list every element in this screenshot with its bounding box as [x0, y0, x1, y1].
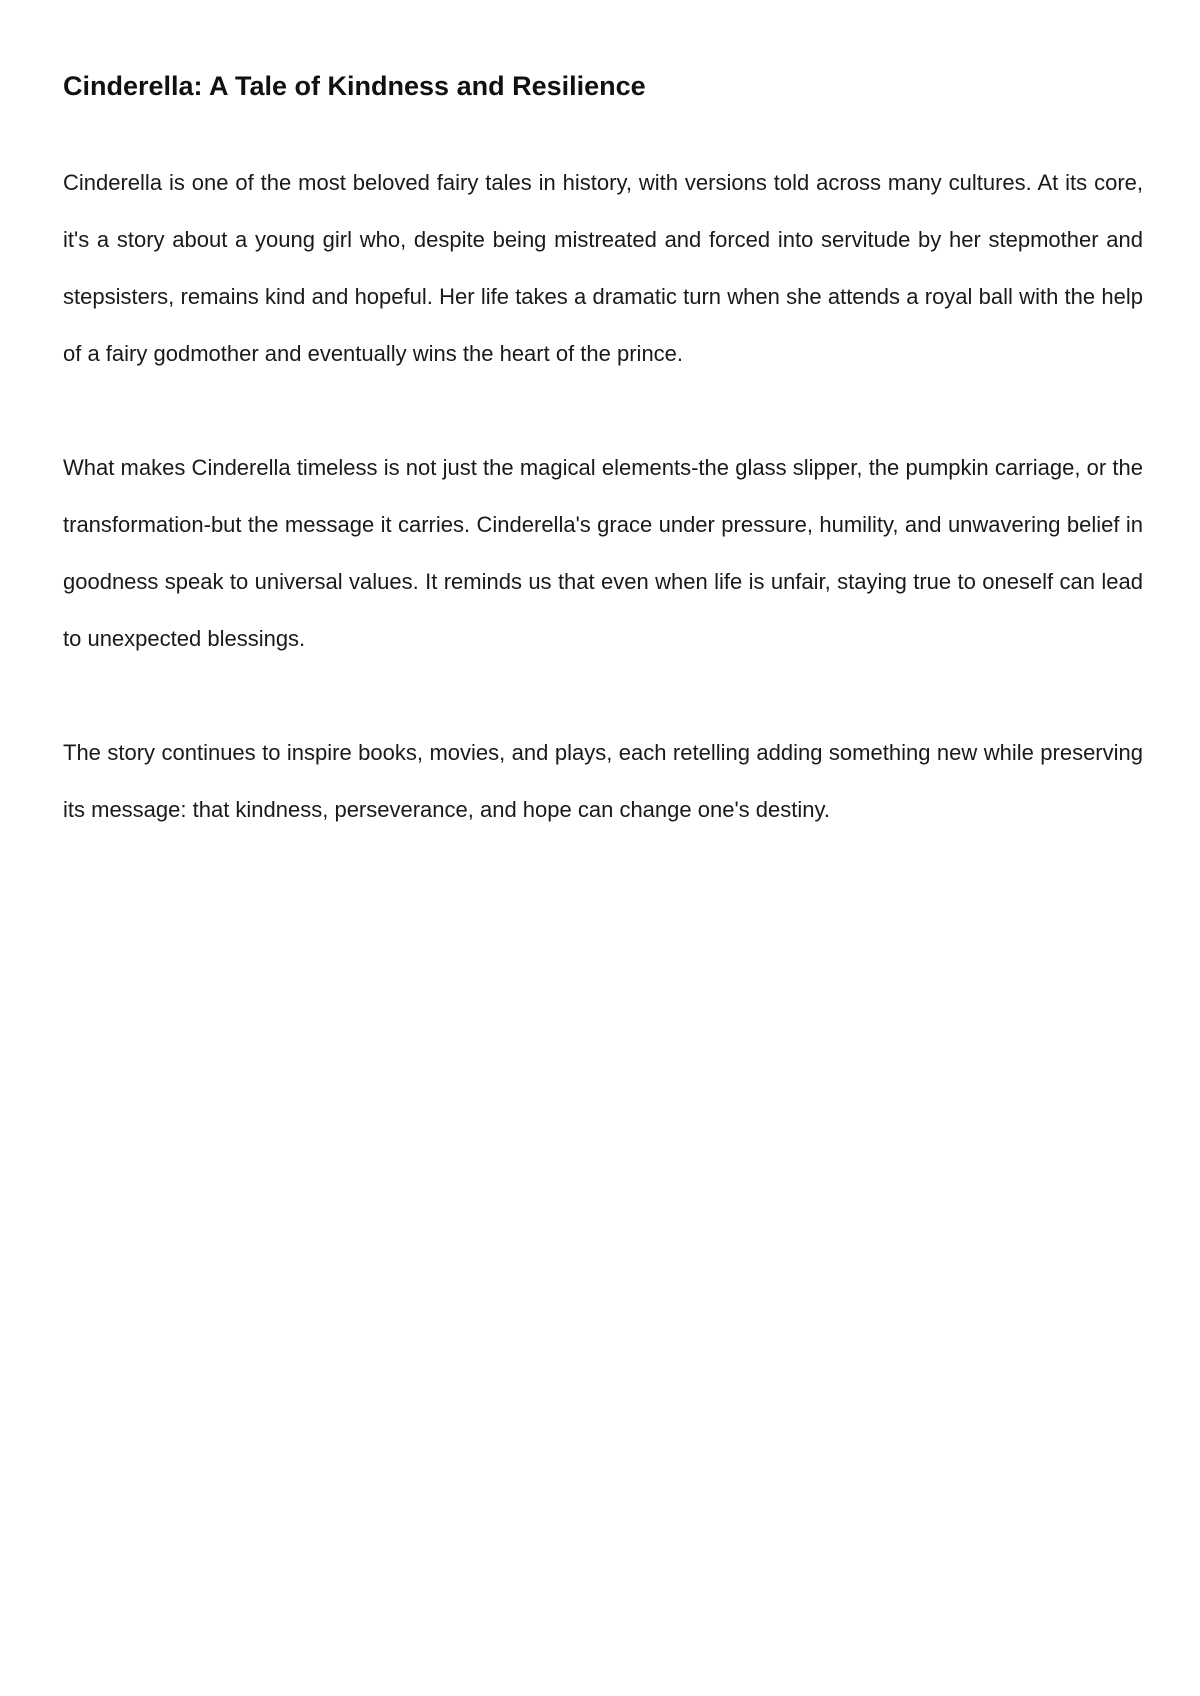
- paragraph-intro: Cinderella is one of the most beloved fairy tales in history, with versions told across many cultures. At its core, it's a story about a young girl who, despite being mistreated and forced into servitude by her stepmother and stepsisters, remains kind and hopeful. Her life takes a dramatic turn when she attends a royal ball with the help of a fairy godmother and eventually wins the heart of the prince.: [63, 170, 1143, 366]
- paragraph-legacy: The story continues to inspire books, movies, and plays, each retelling adding something new while preserving its message: that kindness, perseverance, and hope can change one's destiny.: [63, 740, 1143, 822]
- paragraph-timeless: What makes Cinderella timeless is not just the magical elements-the glass slipper, the pumpkin carriage, or the transformation-but the message it carries. Cinderella's grace under pressure, humility, and unwavering belief in goodness speak to universal values. It reminds us that even when life is unfair, staying true to oneself can lead to unexpected blessings.: [63, 455, 1143, 651]
- document-body: [63, 64, 1143, 838]
- document-title: Cinderella: A Tale of Kindness and Resilience: [63, 71, 646, 101]
